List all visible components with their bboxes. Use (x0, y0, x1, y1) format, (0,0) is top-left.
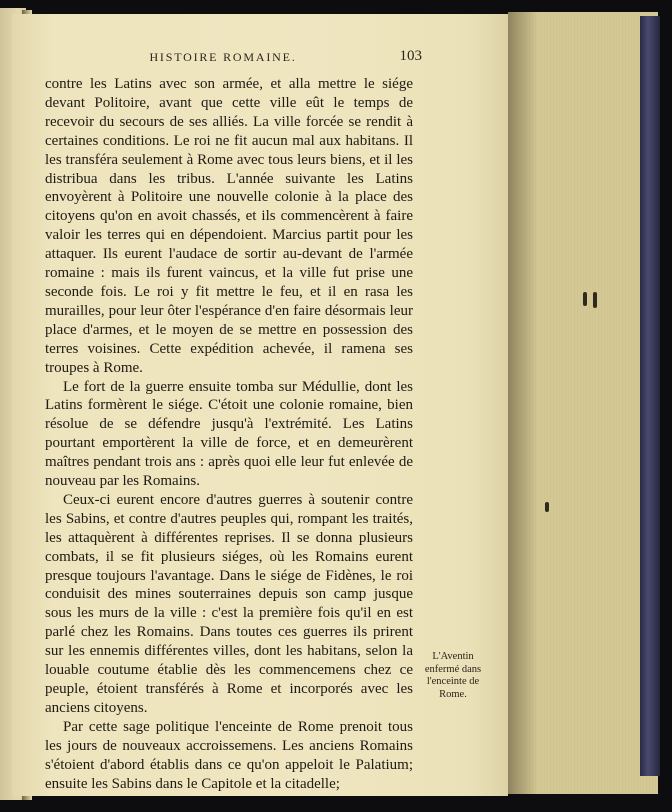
page-number: 103 (399, 48, 422, 64)
book-cover (640, 16, 660, 776)
paragraph-2: Le fort de la guerre ensuite tomba sur Médullie, dont les Latins formèrent le siége. C'étoit une colonie romaine, bien résolue de se défendre jusqu'à l'extrémité. Les Latins pourtant emportèrent la ville de force, et en demeurèrent maîtres pendant trois ans : après quoi elle leur fut enlevée de nouveau par les Romains. (45, 378, 413, 490)
paragraph-4: Par cette sage politique l'enceinte de Rome prenoit tous les jours de nouveaux accroissemens. Les anciens Romains s'étoient d'abord établis dans ce qu'on appeloit le Palatium; ensuite les Sabins dans le Capitole et la citadelle; (45, 718, 413, 792)
page-body (45, 75, 413, 793)
margin-note: L'Aventin enfermé dans l'enceinte de Rome. (424, 651, 482, 700)
paragraph-3: Ceux-ci eurent encore d'autres guerres à soutenir contre les Sabins, et contre d'autres peuples qui, rompant les traités, les attaquèrent à différentes reprises. Il se donna plusieurs combats, il se fit plusieurs siéges, où les Romains eurent presque toujours l'avantage. Dans le siége de Fidènes, le roi conduisit des mines souterraines depuis son camp jusque sous les murs de la ville : c'est la première fois qu'il en est parlé chez les Romains. Dans toutes ces guerres ils prirent sur les ennemis différentes villes, dont les habitans, selon la louable coutume établie dès les commencemens chez ce peuple, étoient transférés à Rome et incorporés avec les anciens citoyens. (45, 491, 413, 716)
running-head: HISTOIRE ROMAINE. (149, 50, 297, 64)
paragraph-1: contre les Latins avec son armée, et alla mettre le siége devant Politoire, avant que cette ville eût le temps de recevoir du secours de ses alliés. La ville forcée se rendit à certaines conditions. Le roi ne fit aucun mal aux habitans. Il les transféra seulement à Rome avec tous leurs biens, et il les distribua dans les tribus. L'année suivante les Latins envoyèrent à Politoire une nouvelle colonie à la place des citoyens qu'on en avoit chassés, et ils commencèrent à faire valoir les terres qui en dépendoient. Marcius partit pour les attaquer. Ils eurent l'audace de sortir au-devant de l'armée romaine : mais ils furent vaincus, et la ville fut prise une seconde fois. Le roi y fit mettre le feu, et il en rasa les murailles, pour leur ôter l'espérance d'en faire désormais leur place d'armes, et le moyen de se mettre en possession des terres voisines. Cette expédition achevée, il ramena ses troupes à Rome. (45, 76, 413, 376)
edge-marks (583, 292, 597, 512)
